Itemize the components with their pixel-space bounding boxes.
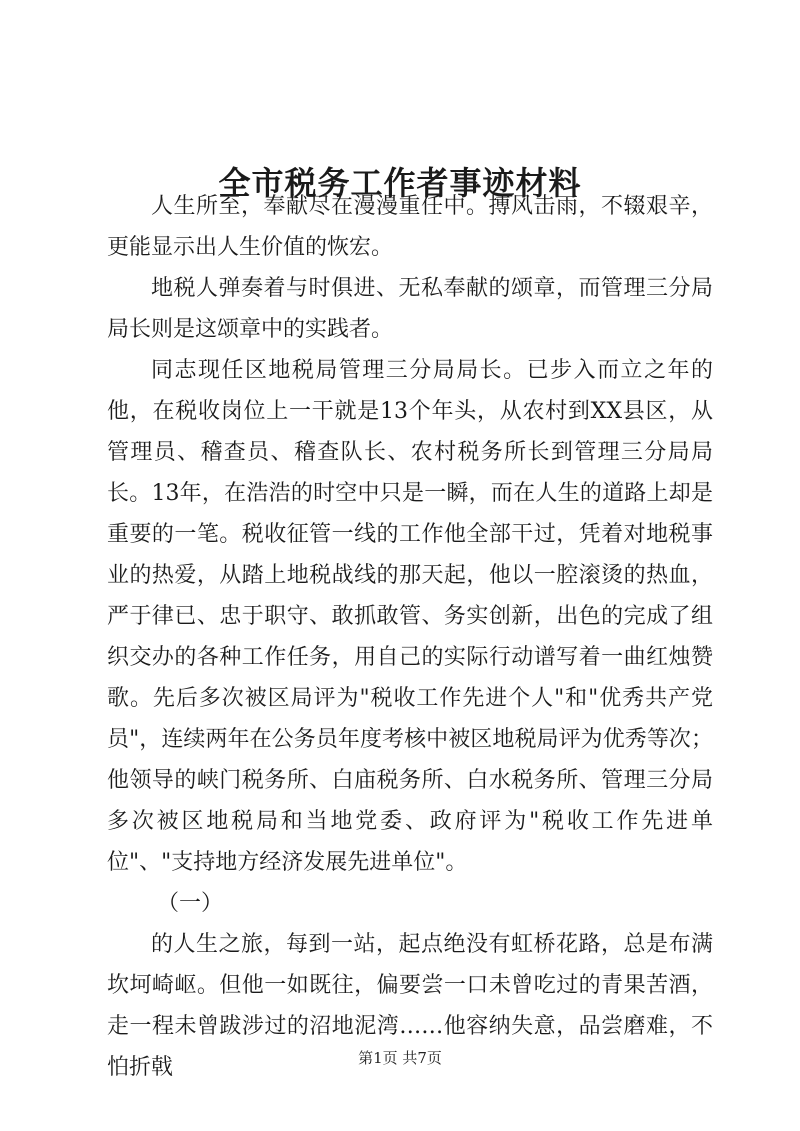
paragraph-praise: 地税人弹奏着与时俱进、无私奉献的颂章，而管理三分局局长则是这颂章中的实践者。 [107, 276, 713, 342]
section-heading-one: （一） [157, 891, 224, 916]
document-body [107, 186, 713, 1088]
document-title: 全市税务工作者事迹材料 [218, 164, 582, 203]
paragraph-intro: 人生所至，奉献尽在漫漫重任中。搏风击雨，不辍艰辛，更能显示出人生价值的恢宏。 [107, 194, 713, 260]
paragraph-biography: 同志现任区地税局管理三分局局长。已步入而立之年的他，在税收岗位上一干就是13个年头，从农村到XX县区，从管理员、稽查员、稽查队长、农村税务所长到管理三分局局长。13年，在浩浩的时空中只是一瞬，而在人生的道路上却是重要的一笔。税收征管一线的工作他全部干过，凭着对地税事业的热爱，从踏上地税战线的那天起，他以一腔滚烫的热血，严于律已、忠于职守、敢抓敢管、务实创新，出色的完成了组织交办的各种工作任务，用自己的实际行动谱写着一曲红烛赞歌。先后多次被区局评为"税收工作先进个人"和"优秀共产党员"，连续两年在公务员年度考核中被区地税局评为优秀等次；他领导的峡门税务所、白庙税务所、白水税务所、管理三分局多次被区地税局和当地党委、政府评为"税收工作先进单位"、"支持地方经济发展先进单位"。 [107, 358, 713, 875]
page-number-footer: 第1页 共7页 [358, 1049, 442, 1067]
paragraph-journey: 的人生之旅，每到一站，起点绝没有虹桥花路，总是布满坎坷崎岖。但他一如既往，偏要尝一口未曾吃过的青果苦酒，走一程未曾跋涉过的沼地泥湾……他容纳失意，品尝磨难，不怕折戟 [107, 932, 713, 1080]
